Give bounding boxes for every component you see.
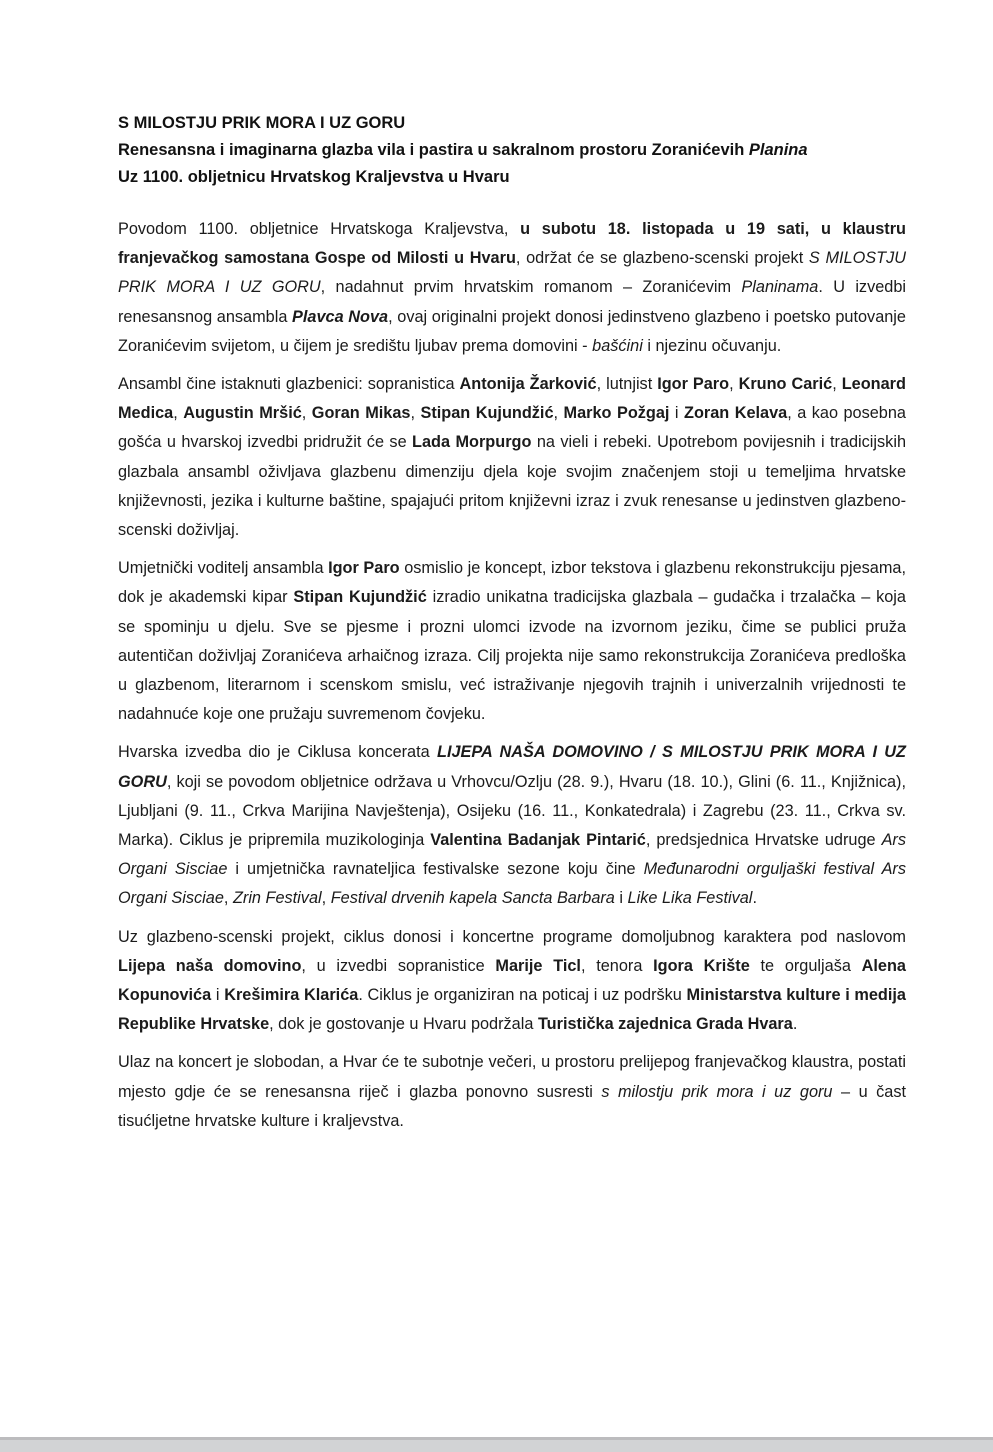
p2-s16-bold: Marko Požgaj — [563, 404, 670, 423]
p1-s11: i njezinu očuvanju. — [642, 336, 782, 355]
paragraph-2 — [118, 370, 906, 545]
p4-s6-italic: Ars Organi Sisciae — [118, 831, 906, 879]
p2-s14-bold: Stipan Kujundžić — [420, 404, 554, 423]
p5-s2-bold: Lijepa naša domovino — [118, 956, 302, 975]
p5-s14-bold: Turistička zajednica Grada Hvara — [537, 1015, 793, 1034]
p2-s2-bold: Antonija Žarković — [459, 375, 597, 394]
p4-s8-italic: Međunarodni orguljaški festival Ars Organi Sisciae — [118, 860, 906, 908]
p5-s13: , dok je gostovanje u Hvaru podržala — [269, 1015, 538, 1034]
p1-s3: , održat će se glazbeno-scenski projekt — [515, 249, 809, 268]
p5-s4-bold: Marije Ticl — [495, 956, 581, 975]
p4-s7: i umjetnička ravnateljica festivalske sezone koju čine — [227, 860, 644, 879]
p5-s3: , u izvedbi sopranistice — [301, 956, 496, 975]
p3-s5: izradio unikatna tradicijska glazbala – gudačka i trzalačka – koja se spominju u djelu. Sve se pjesme i prozni ulomci izvode na izvornom jeziku, čime se publici pruža autentičan doživljaj Zoranićeva arhaičnog izraza. Cilj projekta nije samo rekonstrukcija Zoranićeva predloška u glazbenom, literarnom i scenskom smislu, već istraživanje njegovih trajnih i univerzalnih vrijednosti te nadahnuće koje one pružaju suvremenom čovjeku. — [118, 588, 906, 724]
p1-s9: , ovaj originalni projekt donosi jedinstveno glazbeno i poetsko putovanje Zoranićevim svijetom, u čijem je središtu ljubav prema domovini - — [118, 307, 906, 355]
p5-s10-bold: Krešimira Klarića — [224, 986, 359, 1005]
p5-s7: te orguljaša — [749, 956, 862, 975]
heading-subtitle-italic: Planina — [748, 141, 808, 159]
p2-s9: , — [173, 404, 184, 423]
p5-s9: i — [211, 986, 225, 1005]
p1-s1: Povodom 1100. obljetnice Hrvatskoga Kraljevstva, — [118, 220, 521, 238]
p4-s1: Hvarska izvedba dio je Ciklusa koncerata — [118, 743, 438, 762]
p2-s6-bold: Kruno Carić — [738, 375, 833, 394]
document-body — [118, 110, 906, 1136]
p1-s6-italic: Planinama — [741, 278, 819, 297]
p6-s2-italic: s milostju prik mora i uz goru — [601, 1082, 833, 1101]
p4-s10-italic: Zrin Festival — [232, 889, 322, 908]
p4-s15: . — [752, 889, 757, 908]
p2-s13: , — [410, 404, 421, 423]
p2-s20-bold: Lada Morpurgo — [412, 433, 532, 452]
page-gutter — [0, 1440, 993, 1452]
p2-s7: , — [832, 375, 842, 394]
p1-s2-bold: u subotu 18. listopada u 19 sati, u klaustru franjevačkog samostana Gospe od Milosti u Hvaru — [118, 220, 906, 268]
p2-s1: Ansambl čine istaknuti glazbenici: sopranistica — [118, 375, 460, 394]
heading-subtitle-text: Renesansna i imaginarna glazba vila i pastira u sakralnom prostoru Zoranićevih — [118, 141, 749, 159]
p1-s4-italic: S MILOSTJU PRIK MORA I UZ GORU — [118, 249, 906, 297]
p2-s11: , — [301, 404, 312, 423]
p5-s5: , tenora — [580, 956, 654, 975]
p4-s14-italic: Like Lika Festival — [627, 889, 753, 908]
p1-s5: , nadahnut prvim hrvatskim romanom – Zoranićevim — [320, 278, 742, 297]
p2-s17: i — [669, 404, 685, 423]
p2-s12-bold: Goran Mikas — [311, 404, 411, 423]
heading-title-text: S MILOSTJU PRIK MORA I UZ GORU — [118, 114, 406, 132]
heading-line-title — [118, 110, 906, 137]
p4-s4-bold: Valentina Badanjak Pintarić — [430, 831, 646, 850]
paragraph-3 — [118, 554, 906, 729]
paragraph-5 — [118, 923, 906, 1040]
p4-s3: , koji se povodom obljetnice održava u Vrhovcu/Ozlju (28. 9.), Hvaru (18. 10.), Glini (6. 11., Knjižnica), Ljubljani (9. 11., Crkva Marijina Navještenja), Osijeku (16. 11., Konkatedrala) i Zagrebu (23. 11., Crkva sv. Marka). Ciklus je pripremila muzikologinja — [118, 772, 906, 850]
p4-s11: , — [321, 889, 331, 908]
p1-s10-italic: bašćini — [592, 336, 643, 355]
p6-s3: – u čast tisućljetne hrvatske kulture i kraljevstva. — [118, 1082, 906, 1130]
p3-s2-bold: Igor Paro — [328, 559, 400, 578]
p5-s8-bold: Alena Kopunovića — [118, 956, 906, 1005]
p3-s1: Umjetnički voditelj ansambla — [118, 559, 329, 578]
p3-s4-bold: Stipan Kujundžić — [293, 588, 427, 607]
p2-s3: , lutnjist — [596, 375, 658, 394]
p2-s8-bold: Leonard Medica — [118, 375, 906, 423]
p4-s5: , predsjednica Hrvatske udruge — [645, 831, 882, 850]
heading-line-occasion — [118, 164, 906, 191]
p6-s1: Ulaz na koncert je slobodan, a Hvar će te subotnje večeri, u prostoru prelijepog franjevačkog klaustra, postati mjesto gdje će se renesansna riječ i glazba ponovno susresti — [118, 1053, 906, 1101]
p2-s5: , — [729, 375, 739, 394]
p3-s3: osmislio je koncept, izbor tekstova i glazbenu rekonstrukciju pjesama, dok je akademski kipar — [118, 559, 906, 607]
p2-s21: na vieli i rebeki. Upotrebom povijesnih i tradicijskih glazbala ansambl oživljava glazbenu dimenziju djela koje svojim značenjem stoji u temeljima hrvatske književnosti, jezika i kulturne baštine, spajajući pritom književni izraz i zvuk renesanse u jedinstven glazbeno-scenski doživljaj. — [118, 433, 906, 540]
p5-s11: . Ciklus je organiziran na poticaj i uz podršku — [358, 986, 687, 1005]
p5-s12-bold: Ministarstva kulture i medija Republike Hrvatske — [118, 986, 906, 1034]
paragraph-4 — [118, 738, 906, 913]
paragraph-1 — [118, 215, 906, 361]
p2-s10-bold: Augustin Mršić — [183, 404, 302, 423]
p1-s8-bolditalic: Plavca Nova — [292, 307, 389, 326]
document-heading — [118, 110, 906, 191]
heading-line-subtitle — [118, 137, 906, 164]
p2-s15: , — [553, 404, 564, 423]
p4-s2-bolditalic: LIJEPA NAŠA DOMOVINO / S MILOSTJU PRIK MORA I UZ GORU — [118, 743, 906, 791]
p5-s15: . — [792, 1015, 798, 1034]
p4-s9: , — [223, 889, 233, 908]
p4-s12-italic: Festival drvenih kapela Sancta Barbara — [330, 889, 615, 908]
p4-s13: i — [614, 889, 628, 908]
p2-s18-bold: Zoran Kelava — [684, 404, 788, 423]
p5-s1: Uz glazbeno-scenski projekt, ciklus donosi i koncertne programe domoljubnog karaktera pod naslovom — [118, 927, 906, 946]
p2-s4-bold: Igor Paro — [657, 375, 730, 394]
paragraph-6 — [118, 1048, 906, 1136]
p2-s19: , a kao posebna gošća u hvarskoj izvedbi pridružit će se — [118, 404, 906, 452]
heading-occasion-text: Uz 1100. obljetnicu Hrvatskog Kraljevstva u Hvaru — [118, 168, 510, 186]
p5-s6-bold: Igora Krište — [653, 956, 750, 975]
p1-s7: . U izvedbi renesansnog ansambla — [118, 278, 906, 326]
